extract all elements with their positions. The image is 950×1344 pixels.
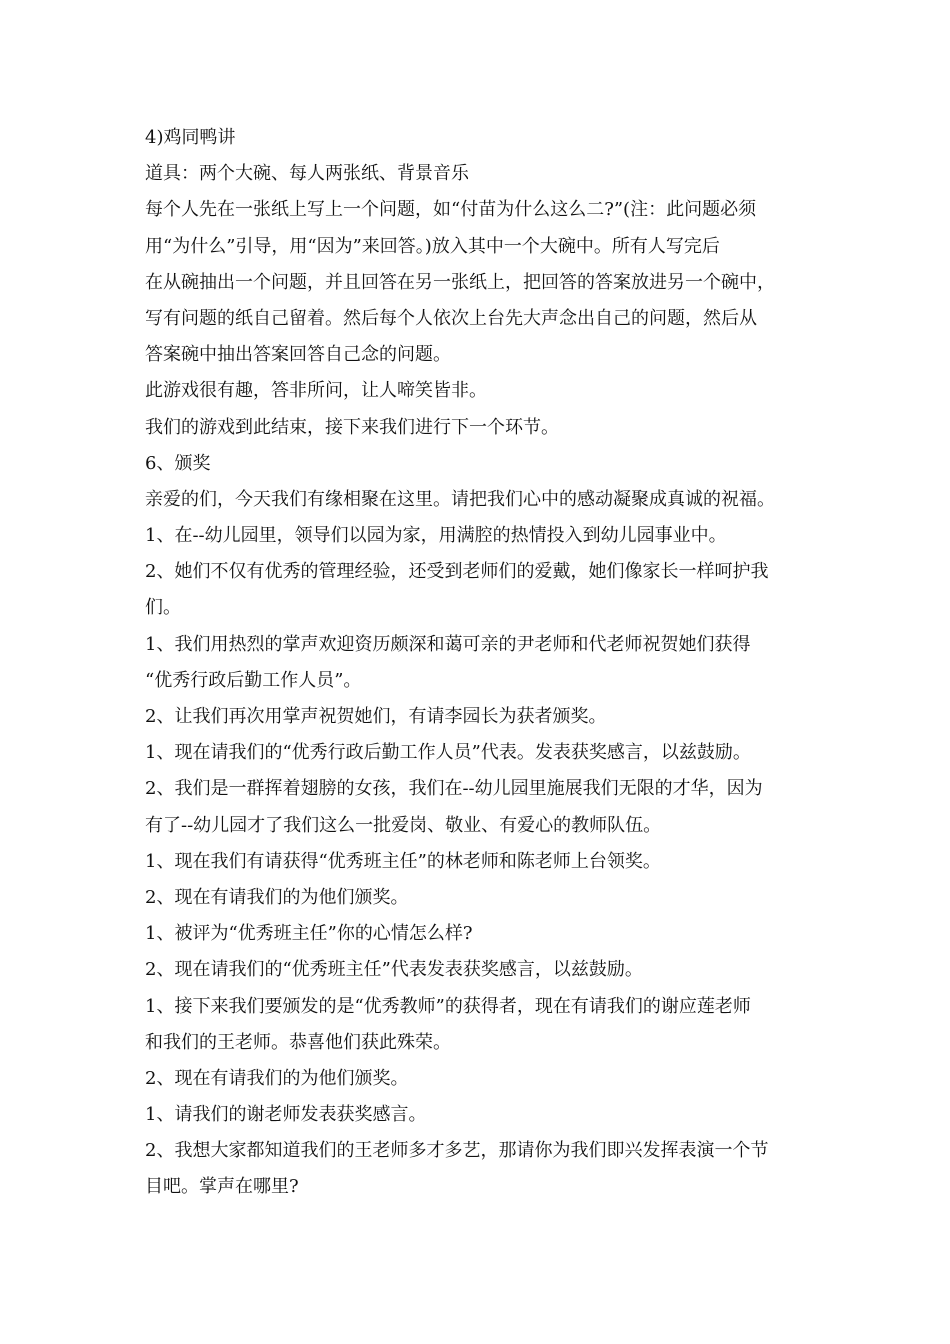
text-line: 2、现在有请我们的为他们颁奖。 [145,1067,409,1089]
text-line: 2、现在请我们的“优秀班主任”代表发表获奖感言，以兹鼓励。 [145,959,643,981]
text-line: 1、我们用热烈的掌声欢迎资历颇深和蔼可亲的尹老师和代老师祝贺她们获得 [145,633,751,655]
text-line: 1、请我们的谢老师发表获奖感言。 [145,1104,427,1126]
text-line: 们。 [145,597,181,619]
text-line: 1、现在我们有请获得“优秀班主任”的林老师和陈老师上台领奖。 [145,850,661,872]
text-line: 2、我想大家都知道我们的王老师多才多艺，那请你为我们即兴发挥表演一个节 [145,1140,769,1162]
text-line: 和我们的王老师。恭喜他们获此殊荣。 [145,1031,451,1053]
text-line: 1、接下来我们要颁发的是“优秀教师”的获得者，现在有请我们的谢应莲老师 [145,995,751,1017]
text-line: 1、现在请我们的“优秀行政后勤工作人员”代表。发表获奖感言，以兹鼓励。 [145,742,751,764]
text-line: 2、现在有请我们的为他们颁奖。 [145,886,409,908]
text-line: 有了--幼儿园才了我们这么一批爱岗、敬业、有爱心的教师队伍。 [145,814,662,836]
text-line: 4)鸡同鸭讲 [145,127,236,148]
text-line: 1、被评为“优秀班主任”你的心情怎么样? [145,923,473,945]
text-line: 我们的游戏到此结束，接下来我们进行下一个环节。 [145,416,559,438]
text-line: 2、我们是一群挥着翅膀的女孩，我们在--幼儿园里施展我们无限的才华，因为 [145,778,763,800]
text-line: 用“为什么”引导，用“因为”来回答。)放入其中一个大碗中。所有人写完后 [145,235,720,257]
text-line: 亲爱的们，今天我们有缘相聚在这里。请把我们心中的感动凝聚成真诚的祝福。 [145,488,775,510]
section-heading: 6、颁奖 [145,452,211,474]
text-line: 目吧。掌声在哪里? [145,1176,299,1198]
document-body [145,120,825,1206]
text-line: 此游戏很有趣，答非所问，让人啼笑皆非。 [145,380,487,402]
text-line: “优秀行政后勤工作人员”。 [145,669,362,691]
text-line: 2、让我们再次用掌声祝贺她们，有请李园长为获者颁奖。 [145,706,607,727]
text-line: 1、在--幼儿园里，领导们以园为家，用满腔的热情投入到幼儿园事业中。 [145,525,727,547]
text-line: 2、她们不仅有优秀的管理经验，还受到老师们的爱戴，她们像家长一样呵护我 [145,561,769,583]
text-line: 道具：两个大碗、每人两张纸、背景音乐 [145,163,469,185]
text-line: 在从碗抽出一个问题，并且回答在另一张纸上，把回答的答案放进另一个碗中， [145,271,775,293]
text-line: 写有问题的纸自己留着。然后每个人依次上台先大声念出自己的问题，然后从 [145,307,757,329]
text-line: 每个人先在一张纸上写上一个问题，如“付苗为什么这么二?”(注：此问题必须 [145,199,757,221]
text-line: 答案碗中抽出答案回答自己念的问题。 [145,344,451,366]
